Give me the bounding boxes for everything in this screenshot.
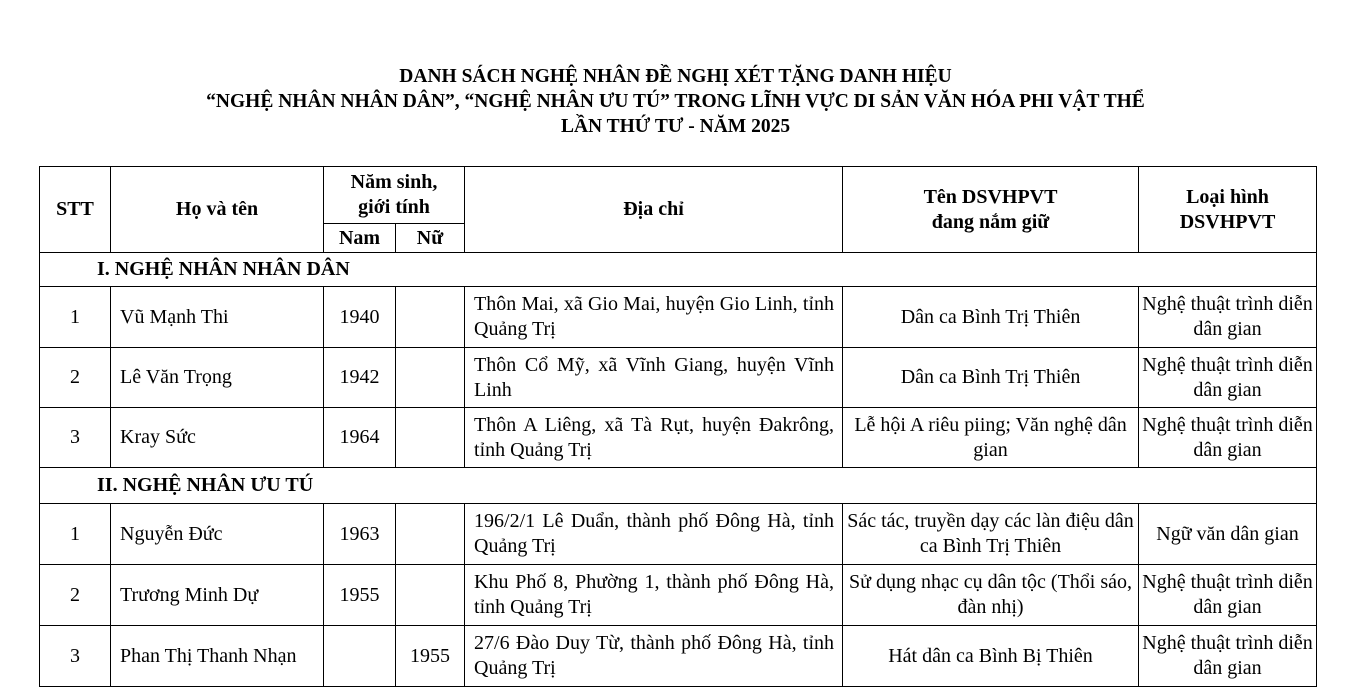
cell-female [396, 348, 465, 408]
header-male: Nam [324, 224, 396, 253]
cell-heritage: Sác tác, truyền dạy các làn điệu dân ca Bình Trị Thiên [843, 504, 1139, 565]
cell-female [396, 287, 465, 348]
header-birth-line-1: Năm sinh, [350, 171, 438, 193]
table-row [40, 287, 1317, 348]
cell-name: Vũ Mạnh Thi [111, 287, 324, 348]
cell-stt: 3 [40, 626, 111, 687]
header-heritage-line-1: Tên DSVHPVT [923, 185, 1058, 208]
cell-female [396, 408, 465, 468]
header-type-line-2: DSVHPVT [1179, 210, 1276, 233]
cell-name: Lê Văn Trọng [111, 348, 324, 408]
cell-address: Thôn A Liêng, xã Tà Rụt, huyện Đakrông, tỉnh Quảng Trị [465, 408, 843, 468]
artisan-table [39, 166, 1317, 687]
cell-male: 1942 [324, 348, 396, 408]
cell-type: Nghệ thuật trình diễn dân gian [1139, 565, 1317, 626]
cell-heritage: Lễ hội A riêu piing; Văn nghệ dân gian [843, 408, 1139, 468]
cell-address: Thôn Mai, xã Gio Mai, huyện Gio Linh, tỉnh Quảng Trị [465, 287, 843, 348]
cell-type: Nghệ thuật trình diễn dân gian [1139, 626, 1317, 687]
cell-female [396, 565, 465, 626]
header-female: Nữ [396, 224, 465, 253]
header-type [1139, 167, 1317, 253]
cell-stt: 3 [40, 408, 111, 468]
cell-name: Phan Thị Thanh Nhạn [111, 626, 324, 687]
cell-stt: 2 [40, 565, 111, 626]
cell-address: Khu Phố 8, Phường 1, thành phố Đông Hà, tỉnh Quảng Trị [465, 565, 843, 626]
header-birth-line-2: giới tính [358, 196, 430, 218]
table-row [40, 348, 1317, 408]
cell-male: 1963 [324, 504, 396, 565]
header-heritage-line-2: đang nắm giữ [931, 210, 1050, 233]
title-line-1: DANH SÁCH NGHỆ NHÂN ĐỀ NGHỊ XÉT TẶNG DANH HIỆU [399, 66, 952, 87]
cell-heritage: Dân ca Bình Trị Thiên [843, 348, 1139, 408]
table-row [40, 408, 1317, 468]
cell-heritage: Hát dân ca Bình Bị Thiên [843, 626, 1139, 687]
cell-stt: 1 [40, 504, 111, 565]
cell-address: 27/6 Đào Duy Từ, thành phố Đông Hà, tỉnh Quảng Trị [465, 626, 843, 687]
cell-type: Ngữ văn dân gian [1139, 504, 1317, 565]
cell-male: 1955 [324, 565, 396, 626]
cell-address: Thôn Cổ Mỹ, xã Vĩnh Giang, huyện Vĩnh Linh [465, 348, 843, 408]
cell-name: Kray Sức [111, 408, 324, 468]
cell-heritage: Dân ca Bình Trị Thiên [843, 287, 1139, 348]
table-row [40, 504, 1317, 565]
document-title [0, 64, 1351, 139]
cell-male: 1940 [324, 287, 396, 348]
cell-stt: 1 [40, 287, 111, 348]
cell-female: 1955 [396, 626, 465, 687]
title-line-3: LẦN THỨ TƯ - NĂM 2025 [560, 116, 791, 137]
header-name: Họ và tên [111, 167, 324, 253]
cell-type: Nghệ thuật trình diễn dân gian [1139, 287, 1317, 348]
cell-name: Trương Minh Dự [111, 565, 324, 626]
table-row [40, 565, 1317, 626]
section-title: II. NGHỆ NHÂN ƯU TÚ [40, 468, 1317, 504]
title-line-2: “NGHỆ NHÂN NHÂN DÂN”, “NGHỆ NHÂN ƯU TÚ” TRONG LĨNH VỰC DI SẢN VĂN HÓA PHI VẬT THỂ [206, 91, 1145, 112]
cell-name: Nguyễn Đức [111, 504, 324, 565]
cell-heritage: Sử dụng nhạc cụ dân tộc (Thổi sáo, đàn nhị) [843, 565, 1139, 626]
header-stt: STT [40, 167, 111, 253]
cell-type: Nghệ thuật trình diễn dân gian [1139, 408, 1317, 468]
cell-female [396, 504, 465, 565]
header-address: Địa chỉ [465, 167, 843, 253]
cell-stt: 2 [40, 348, 111, 408]
cell-male [324, 626, 396, 687]
header-birth [324, 167, 465, 224]
cell-type: Nghệ thuật trình diễn dân gian [1139, 348, 1317, 408]
table-row [40, 626, 1317, 687]
header-type-line-1: Loại hình [1186, 185, 1269, 208]
section-title: I. NGHỆ NHÂN NHÂN DÂN [40, 253, 1317, 287]
header-heritage [843, 167, 1139, 253]
cell-address: 196/2/1 Lê Duẩn, thành phố Đông Hà, tỉnh Quảng Trị [465, 504, 843, 565]
cell-male: 1964 [324, 408, 396, 468]
